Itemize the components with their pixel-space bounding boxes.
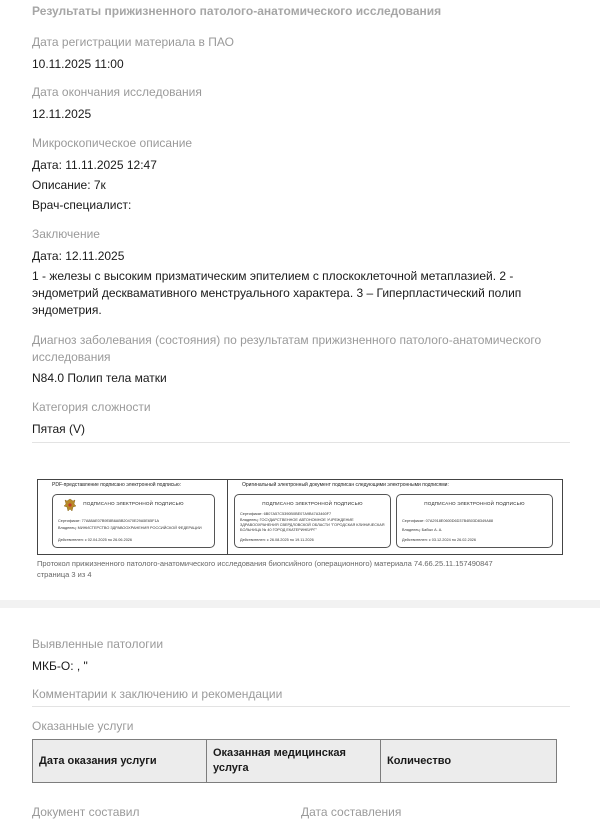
conclusion-text: 1 - железы с высоким призматическим эпителием с плоскоклеточной метаплазией. 2 - эндометрий десквамативного менструального характера. 3 – Гиперпластический полип эндометрия. xyxy=(32,269,522,317)
complexity-label: Категория сложности xyxy=(32,400,151,414)
composed-by-label: Документ составил xyxy=(32,805,140,819)
end-date-label: Дата окончания исследования xyxy=(32,85,202,99)
report-page-2 xyxy=(0,608,600,821)
stamp-right-caption: Оригинальный электронный документ подписан следующими электронными подписями: xyxy=(242,482,449,488)
conclusion-date: Дата: 12.11.2025 xyxy=(32,249,125,263)
divider xyxy=(32,442,570,443)
signature-title: ПОДПИСАНО ЭЛЕКТРОННОЙ ПОДПИСЬЮ xyxy=(83,501,184,506)
signature-valid: Действителен: с 03.12.2024 по 26.02.2026 xyxy=(402,538,477,542)
page-separator xyxy=(0,600,600,608)
page-number: страница 3 из 4 xyxy=(37,570,92,579)
services-table-header xyxy=(32,739,557,783)
signature-owner-cont: ЗДРАВООХРАНЕНИЯ СВЕРДЛОВСКОЙ ОБЛАСТИ "ГОРОДСКАЯ КЛИНИЧЕСКАЯ БОЛЬНИЦА № 40 ГОРОД ЕКАТЕРИНБУРГ" xyxy=(240,523,385,532)
stamp-left-caption: PDF-представление подписано электронной подписью: xyxy=(52,482,181,488)
micro-date: Дата: 11.11.2025 12:47 xyxy=(32,158,157,172)
stamp-divider xyxy=(227,480,228,554)
diagnosis-label: Диагноз заболевания (состояния) по результатам прижизненного патолого-анатомического исследования xyxy=(32,333,542,364)
signature-cert: Сертификат: 77A88AE07B9E8B6ABB20470E29A5E65F1A xyxy=(58,519,160,523)
signature-box xyxy=(52,494,215,548)
signature-owner: Владелец: ГОСУДАРСТВЕННОЕ АВТОНОМНОЕ УЧРЕЖДЕНИЕ xyxy=(240,518,354,522)
conclusion-label: Заключение xyxy=(32,227,100,241)
signature-valid: Действителен: с 02.04.2025 по 26.06.2026 xyxy=(58,538,133,542)
pathologies-label: Выявленные патологии xyxy=(32,637,164,651)
end-date-value: 12.11.2025 xyxy=(32,107,92,121)
complexity-value: Пятая (V) xyxy=(32,422,85,436)
micro-description: Описание: 7к xyxy=(32,178,106,192)
section-title: Результаты прижизненного патолого-анатомического исследования xyxy=(32,4,442,18)
micro-label: Микроскопическое описание xyxy=(32,136,193,150)
signature-valid: Действителен: с 26.08.2025 по 19.11.2026 xyxy=(240,538,314,542)
signature-cert: Сертификат: 07A2918E0600D6D37B4B03D8349A88 xyxy=(402,519,493,523)
signature-cert: Сертификат: 6B07A57C5390B0BE07A9B47A3460F7 xyxy=(240,512,332,516)
signature-box xyxy=(396,494,553,548)
compose-date-label: Дата составления xyxy=(301,805,402,819)
protocol-caption: Протокол прижизненного патолого-анатомического исследования биопсийного (операционного) материала 74.66.25.11.157490847 xyxy=(37,559,493,568)
signature-title: ПОДПИСАНО ЭЛЕКТРОННОЙ ПОДПИСЬЮ xyxy=(424,501,525,506)
column-header-date: Дата оказания услуги xyxy=(33,740,207,782)
reg-date-value: 10.11.2025 11:00 xyxy=(32,57,124,71)
diagnosis-value: N84.0 Полип тела матки xyxy=(32,371,167,385)
signature-owner: Владелец: МИНИСТЕРСТВО ЗДРАВООХРАНЕНИЯ РОССИЙСКОЙ ФЕДЕРАЦИИ xyxy=(58,526,202,530)
pathologies-value: МКБ-О: , " xyxy=(32,659,88,673)
column-header-service: Оказанная медицинская услуга xyxy=(207,740,381,782)
signature-stamp xyxy=(37,479,563,555)
signature-box xyxy=(234,494,391,548)
reg-date-label: Дата регистрации материала в ПАО xyxy=(32,35,234,49)
comments-label: Комментарии к заключению и рекомендации xyxy=(32,687,283,701)
micro-doctor: Врач-специалист: xyxy=(32,198,132,212)
divider xyxy=(32,706,570,707)
services-label: Оказанные услуги xyxy=(32,719,134,733)
column-header-quantity: Количество xyxy=(387,754,452,767)
signature-title: ПОДПИСАНО ЭЛЕКТРОННОЙ ПОДПИСЬЮ xyxy=(262,501,363,506)
signature-owner: Владелец: Бабых А. А. xyxy=(402,528,443,532)
